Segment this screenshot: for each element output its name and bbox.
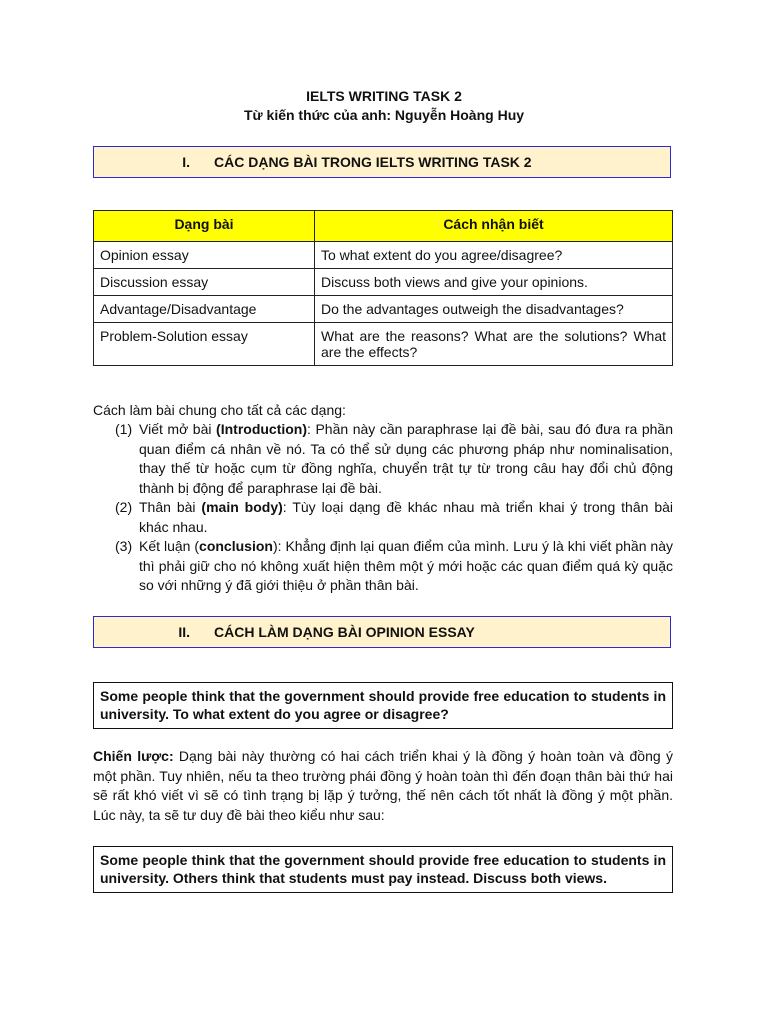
question-box-discussion: Some people think that the government should provide free education to students in university. Others think that students must pay instead. Discuss both views.: [93, 846, 673, 893]
section-1-heading: [93, 146, 671, 178]
section-2-title: CÁCH LÀM DẠNG BÀI OPINION ESSAY: [214, 624, 475, 640]
strategy-text: Dạng bài này thường có hai cách triển khai ý là đồng ý hoàn toàn và đồng ý một phần. Tuy nhiên, nếu ta theo trường phái đồng ý hoàn toàn thì đến đoạn thân bài thứ hai sẽ rất khó viết vì sẽ có tình trạng bị lặp ý tưởng, thế nên cách tốt nhất là đồng ý một phần. Lúc này, ta sẽ tư duy đề bài theo kiểu như sau:: [93, 748, 673, 823]
table-cell: What are the reasons? What are the solutions? What are the effects?: [315, 323, 673, 366]
essay-types-table: [93, 210, 673, 366]
step-text: ): Khẳng định lại quan điểm của mình. Lưu ý là khi viết phần này thì phải giữ cho nó không xuất hiện thêm một ý mới hoặc các quan điểm quá kỳ quặc so với những ý đã giới thiệu ở phần thân bài.: [139, 538, 673, 593]
section-2-heading: [93, 616, 671, 648]
general-intro: Cách làm bài chung cho tất cả các dạng:: [93, 402, 346, 418]
table-row: [94, 296, 673, 323]
table-cell: Advantage/Disadvantage: [94, 296, 315, 323]
table-cell: Problem-Solution essay: [94, 323, 315, 366]
section-1-number: I.: [182, 154, 190, 170]
table-row: [94, 242, 673, 269]
table-header-cell: Dạng bài: [94, 211, 315, 242]
table-cell: Do the advantages outweigh the disadvantages?: [315, 296, 673, 323]
step-text: Thân bài: [139, 499, 202, 515]
strategy-label: Chiến lược:: [93, 748, 174, 764]
section-1-title: CÁC DẠNG BÀI TRONG IELTS WRITING TASK 2: [214, 154, 532, 170]
list-marker: (1): [115, 421, 133, 437]
table-row: [94, 269, 673, 296]
step-keyword: conclusion: [199, 538, 273, 554]
list-marker: (2): [115, 499, 133, 515]
step-text: Kết luận (: [139, 538, 200, 554]
table-row: [94, 323, 673, 366]
list-item: [93, 498, 673, 537]
step-keyword: (Introduction): [216, 421, 308, 437]
step-text: : Phần này cần paraphrase lại đề bài, sau đó đưa ra phần quan điểm cá nhân về nó. Ta có thể sử dụng các phương pháp như nominalisation, thay thế từ hoặc cụm từ đồng nghĩa, chuyển trật tự từ trong câu hay đổi chủ động thành bị động để paraphrase lại đề bài.: [139, 421, 673, 496]
table-cell: Discussion essay: [94, 269, 315, 296]
list-item: [93, 420, 673, 498]
document-subtitle: Từ kiến thức của anh: Nguyễn Hoàng Huy: [243, 107, 525, 123]
step-text: : Tùy loại dạng đề khác nhau mà triển khai ý trong thân bài khác nhau.: [139, 499, 673, 535]
list-marker: (3): [115, 538, 133, 554]
general-steps-list: [93, 420, 673, 596]
section-2-number: II.: [178, 624, 190, 640]
question-box-opinion: Some people think that the government should provide free education to students in university. To what extent do you agree or disagree?: [93, 682, 673, 729]
document-title: IELTS WRITING TASK 2: [306, 88, 462, 104]
list-item: [93, 537, 673, 596]
table-cell: Discuss both views and give your opinions.: [315, 269, 673, 296]
step-text: Viết mở bài: [139, 421, 217, 437]
strategy-paragraph: [93, 747, 673, 825]
table-header-row: [94, 211, 673, 242]
table-header-cell: Cách nhận biết: [315, 211, 673, 242]
table-cell: To what extent do you agree/disagree?: [315, 242, 673, 269]
step-keyword: (main body): [201, 499, 283, 515]
table-cell: Opinion essay: [94, 242, 315, 269]
